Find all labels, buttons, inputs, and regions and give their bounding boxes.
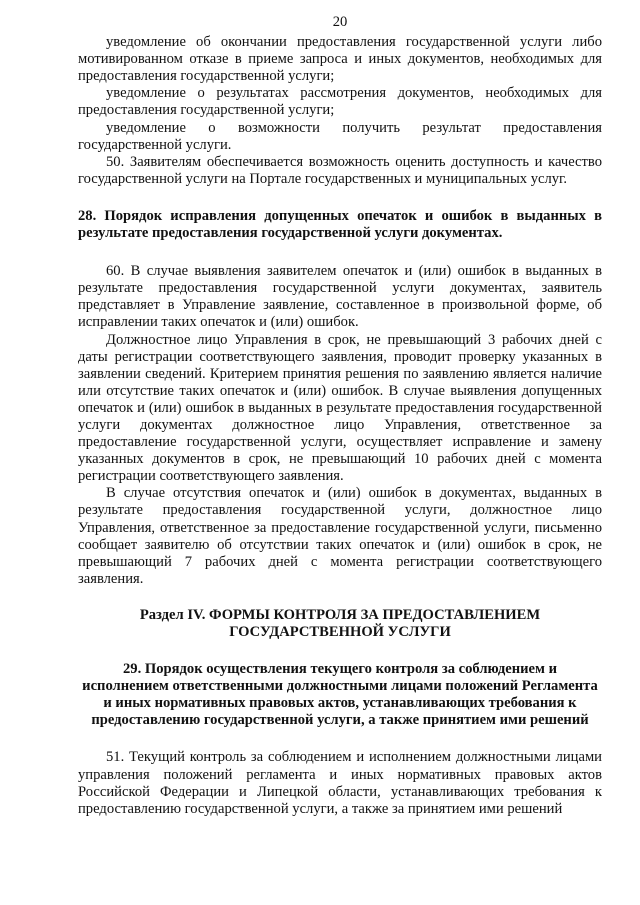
section-4-heading xyxy=(78,607,602,641)
paragraph-51: 51. Текущий контроль за соблюдением и исполнением должностными лицами управления положений регламента и иных нормативных правовых актов Российской Федерации и Липецкой области, устанавливающих требования к предоставлению государственной услуги, а также за принятием ими решений xyxy=(78,749,602,817)
paragraph-50: 50. Заявителям обеспечивается возможность оценить доступность и качество государственной услуги на Портале государственных и муниципальных услуг. xyxy=(78,153,602,187)
paragraph-no-errors: В случае отсутствия опечаток и (или) ошибок в документах, выданных в результате предоставления государственной услуги, должностное лицо Управления, ответственное за предоставление государственной услуги, письменно сообщает заявителю об отсутствии таких опечаток и (или) ошибок в срок, не превышающий 7 рабочих дней с момента регистрации соответствующего заявления. xyxy=(78,485,602,587)
heading-28: 28. Порядок исправления допущенных опечаток и ошибок в выданных в результате предоставления государственной услуги документах. xyxy=(78,207,602,242)
paragraph-notice-results: уведомление о результатах рассмотрения документов, необходимых для предоставления государственной услуги; xyxy=(78,85,602,119)
paragraph-60: 60. В случае выявления заявителем опечаток и (или) ошибок в выданных в результате предоставления государственной услуги документах, заявитель представляет в Управление заявление, составленное в произвольной форме, об исправлении таких опечаток и (или) ошибок. xyxy=(78,263,602,331)
section-4-line-2: ГОСУДАРСТВЕННОЙ УСЛУГИ xyxy=(229,624,451,640)
page-number: 20 xyxy=(332,14,348,30)
section-4-line-1: Раздел IV. ФОРМЫ КОНТРОЛЯ ЗА ПРЕДОСТАВЛЕНИЕМ xyxy=(139,606,541,623)
paragraph-official-check: Должностное лицо Управления в срок, не превышающий 3 рабочих дней с даты регистрации соответствующего заявления, проводит проверку указанных в заявлении сведений. Критерием принятия решения по заявлению является наличие или отсутствие таких опечаток и (или) ошибок. В случае выявления допущенных опечаток и (или) ошибок в выданных в результате предоставления государственной услуги документах должностное лицо Управления, ответственное за предоставление государственной услуги, осуществляет исправление и замену указанных документов в срок, не превышающий 10 рабочих дней с момента регистрации соответствующего заявления. xyxy=(78,331,602,485)
heading-29: 29. Порядок осуществления текущего контроля за соблюдением и исполнением ответственными должностными лицами положений Регламента и иных нормативных правовых актов, устанавливающих требования к предоставлению государственной услуги, а также принятием ими решений xyxy=(82,661,598,729)
paragraph-notice-possibility: уведомление о возможности получить результат предоставления государственной услуги. xyxy=(78,119,602,153)
paragraph-notice-end: уведомление об окончании предоставления государственной услуги либо мотивированном отказе в приеме запроса и иных документов, необходимых для предоставления государственной услуги; xyxy=(78,34,602,85)
